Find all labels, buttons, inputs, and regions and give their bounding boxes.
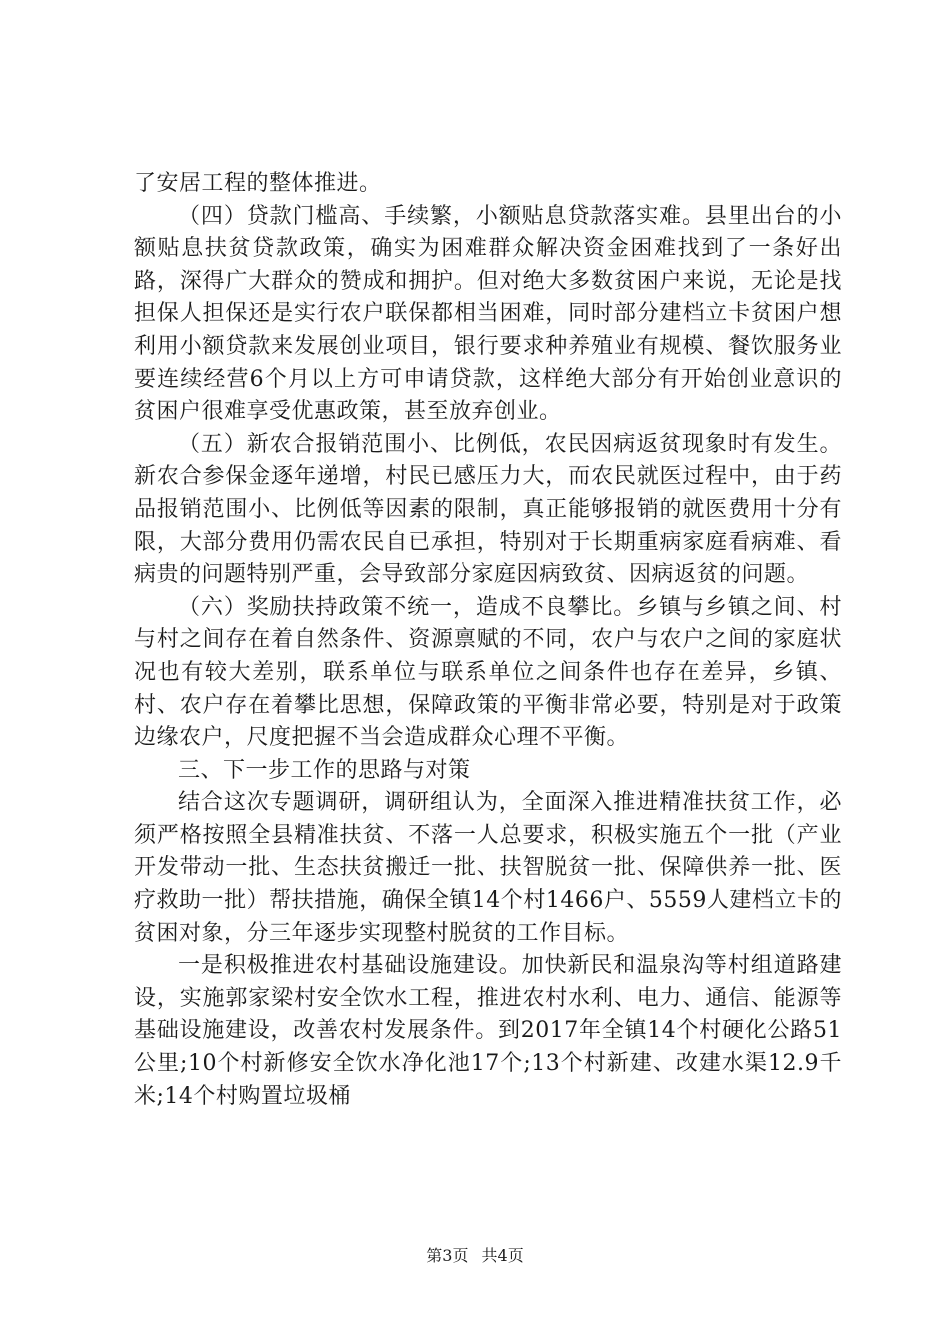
section-heading: 三、下一步工作的思路与对策: [178, 757, 471, 783]
page-footer: [0, 1246, 950, 1266]
page-total: 共4页: [481, 1246, 524, 1265]
page-number: 第3页: [426, 1246, 469, 1265]
document-body: [134, 168, 842, 1113]
paragraph-medical-insurance-issue: （五）新农合报销范围小、比例低，农民因病返贫现象时有发生。新农合参保金逐年递增，村民已感压力大，而农民就医过程中，由于药品报销范围小、比例低等因素的限制，真正能够报销的就医费用十分有限，大部分费用仍需农民自已承担，特别对于长期重病家庭看病难、看病贵的问题特别严重，会导致部分家庭因病致贫、因病返贫的问题。: [134, 431, 842, 588]
paragraph-continuation: 了安居工程的整体推进。: [134, 171, 382, 196]
paragraph-policy-inconsistency-issue: （六）奖励扶持政策不统一，造成不良攀比。乡镇与乡镇之间、村与村之间存在着自然条件、资源禀赋的不同，农户与农户之间的家庭状况也有较大差别，联系单位与联系单位之间条件也存在差异，乡镇、村、农户存在着攀比思想，保障政策的平衡非常必要，特别是对于政策边缘农户，尺度把握不当会造成群众心理不平衡。: [134, 594, 842, 751]
paragraph-infrastructure: 一是积极推进农村基础设施建设。加快新民和温泉沟等村组道路建设，实施郭家梁村安全饮水工程，推进农村水利、电力、通信、能源等基础设施建设，改善农村发展条件。到2017年全镇14个村硬化公路51公里;10个村新修安全饮水净化池17个;13个村新建、改建水渠12.9千米;14个村购置垃圾桶: [134, 953, 842, 1109]
paragraph-loan-issue: （四）贷款门槛高、手续繁，小额贴息贷款落实难。县里出台的小额贴息扶贫贷款政策，确实为困难群众解决资金困难找到了一条好出路，深得广大群众的赞成和拥护。但对绝大多数贫困户来说，无论是找担保人担保还是实行农户联保都相当困难，同时部分建档立卡贫困户想利用小额贷款来发展创业项目，银行要求种养殖业有规模、餐饮服务业要连续经营6个月以上方可申请贷款，这样绝大部分有开始创业意识的贫困户很难享受优惠政策，甚至放弃创业。: [134, 203, 842, 425]
paragraph-strategy-overview: 结合这次专题调研，调研组认为，全面深入推进精准扶贫工作，必须严格按照全县精准扶贫、不落一人总要求，积极实施五个一批（产业开发带动一批、生态扶贫搬迁一批、扶智脱贫一批、保障供养一批、医疗救助一批）帮扶措施，确保全镇14个村1466户、5559人建档立卡的贫困对象，分三年逐步实现整村脱贫的工作目标。: [134, 790, 842, 946]
